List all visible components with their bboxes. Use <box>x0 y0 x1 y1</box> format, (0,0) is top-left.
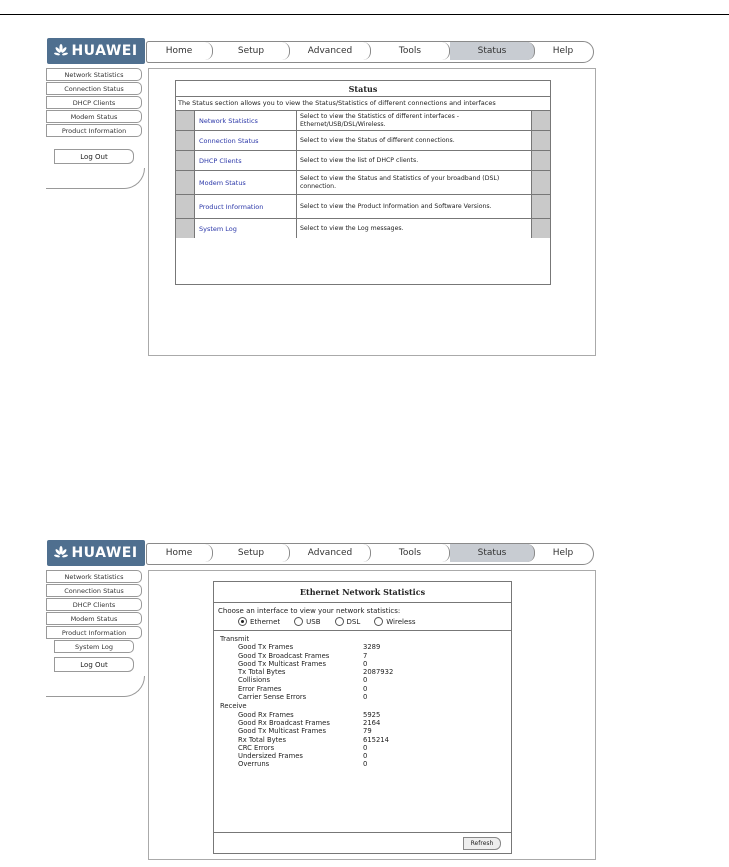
huawei-flower-icon <box>54 546 68 560</box>
tab-setup[interactable]: Setup <box>213 42 290 60</box>
tab-setup[interactable]: Setup <box>213 544 290 562</box>
sidebar-item-dhcp-clients[interactable]: DHCP Clients <box>46 598 142 611</box>
stats-footer <box>214 832 511 853</box>
tab-help[interactable]: Help <box>552 46 574 56</box>
row-description: Select to view the Product Information and Software Versions. <box>297 195 532 218</box>
huawei-logo <box>47 540 145 566</box>
logout-button[interactable]: Log Out <box>54 149 134 164</box>
link-network-statistics[interactable]: Network Statistics <box>195 111 297 130</box>
main-content <box>148 570 596 860</box>
radio-dsl[interactable]: DSL <box>335 617 361 626</box>
interface-radio-group <box>214 615 511 631</box>
sidebar-item-network-statistics[interactable]: Network Statistics <box>46 570 142 583</box>
interface-prompt: Choose an interface to view your network statistics: <box>218 607 401 615</box>
row-description: Select to view the Log messages. <box>297 219 532 238</box>
logout-button[interactable]: Log Out <box>54 657 134 672</box>
status-panel <box>175 80 551 285</box>
status-screenshot <box>42 36 602 358</box>
sidebar-item-product-information[interactable]: Product Information <box>46 626 142 639</box>
table-row <box>176 151 550 171</box>
radio-empty-icon <box>374 617 383 626</box>
tab-status[interactable]: Status <box>450 42 535 60</box>
list-item: Good Rx Frames 5925 <box>238 710 381 719</box>
list-item: Error Frames 0 <box>238 684 368 693</box>
ethernet-stats-panel <box>213 581 512 854</box>
sidebar-item-system-log[interactable]: System Log <box>54 640 134 653</box>
tab-tools[interactable]: Tools <box>371 544 450 562</box>
list-item: Overruns 0 <box>238 760 368 769</box>
row-description: Select to view the Status of different connections. <box>297 131 532 150</box>
receive-heading: Receive <box>220 702 247 711</box>
list-item: Tx Total Bytes 2087932 <box>238 668 394 677</box>
top-nav <box>146 38 598 64</box>
table-row <box>176 171 550 195</box>
list-item: Collisions 0 <box>238 676 368 685</box>
brand-name: HUAWEI <box>71 545 138 561</box>
sidebar <box>46 68 144 189</box>
page-title: Ethernet Network Statistics <box>214 582 511 603</box>
list-item: Good Rx Broadcast Frames 2164 <box>238 718 381 727</box>
tab-help[interactable]: Help <box>552 548 574 558</box>
link-system-log[interactable]: System Log <box>195 219 297 238</box>
list-item: Good Tx Multicast Frames 79 <box>238 727 372 736</box>
sidebar-item-dhcp-clients[interactable]: DHCP Clients <box>46 96 142 109</box>
radio-usb[interactable]: USB <box>294 617 320 626</box>
list-item: Carrier Sense Errors 0 <box>238 693 368 702</box>
radio-wireless[interactable]: Wireless <box>374 617 415 626</box>
list-item: Good Tx Multicast Frames 0 <box>238 659 368 668</box>
top-nav <box>146 540 598 566</box>
brand-name: HUAWEI <box>71 43 138 59</box>
table-row <box>176 131 550 151</box>
stats-list <box>214 631 511 772</box>
sidebar-item-connection-status[interactable]: Connection Status <box>46 82 142 95</box>
sidebar-divider <box>46 676 145 697</box>
tab-advanced[interactable]: Advanced <box>290 42 371 60</box>
sidebar-item-modem-status[interactable]: Modem Status <box>46 612 142 625</box>
link-dhcp-clients[interactable]: DHCP Clients <box>195 151 297 170</box>
radio-empty-icon <box>335 617 344 626</box>
table-row <box>176 111 550 131</box>
tab-home[interactable]: Home <box>146 544 213 562</box>
ethernet-stats-screenshot <box>42 538 602 864</box>
tab-status[interactable]: Status <box>450 544 535 562</box>
row-description: Select to view the Status and Statistics of your broadband (DSL) connection. <box>297 171 532 194</box>
huawei-flower-icon <box>54 44 68 58</box>
link-modem-status[interactable]: Modem Status <box>195 171 297 194</box>
list-item: Good Tx Frames 3289 <box>238 643 381 652</box>
sidebar-divider <box>46 168 145 189</box>
radio-ethernet[interactable]: Ethernet <box>238 617 280 626</box>
tab-advanced[interactable]: Advanced <box>290 544 371 562</box>
huawei-logo <box>47 38 145 64</box>
sidebar-item-modem-status[interactable]: Modem Status <box>46 110 142 123</box>
refresh-button[interactable]: Refresh <box>463 837 501 850</box>
tab-tools[interactable]: Tools <box>371 42 450 60</box>
list-item: CRC Errors 0 <box>238 743 368 752</box>
list-item: Rx Total Bytes 615214 <box>238 735 389 744</box>
main-content <box>148 68 596 356</box>
page-title: Status <box>176 83 550 97</box>
sidebar-item-network-statistics[interactable]: Network Statistics <box>46 68 142 81</box>
link-product-information[interactable]: Product Information <box>195 195 297 218</box>
row-description: Select to view the Statistics of different interfaces - Ethernet/USB/DSL/Wireless. <box>297 111 532 130</box>
sidebar-item-product-information[interactable]: Product Information <box>46 124 142 137</box>
sidebar <box>46 570 144 697</box>
table-row <box>176 195 550 219</box>
sidebar-item-connection-status[interactable]: Connection Status <box>46 584 142 597</box>
link-connection-status[interactable]: Connection Status <box>195 131 297 150</box>
radio-selected-icon <box>238 617 247 626</box>
tab-home[interactable]: Home <box>146 42 213 60</box>
list-item: Undersized Frames 0 <box>238 752 368 761</box>
row-description: Select to view the list of DHCP clients. <box>297 151 532 170</box>
list-item: Good Tx Broadcast Frames 7 <box>238 651 368 660</box>
page-top-rule <box>0 14 729 15</box>
transmit-heading: Transmit <box>220 635 250 643</box>
status-intro: The Status section allows you to view the Status/Statistics of different connections and interfaces <box>176 97 550 111</box>
radio-empty-icon <box>294 617 303 626</box>
table-row <box>176 219 550 238</box>
